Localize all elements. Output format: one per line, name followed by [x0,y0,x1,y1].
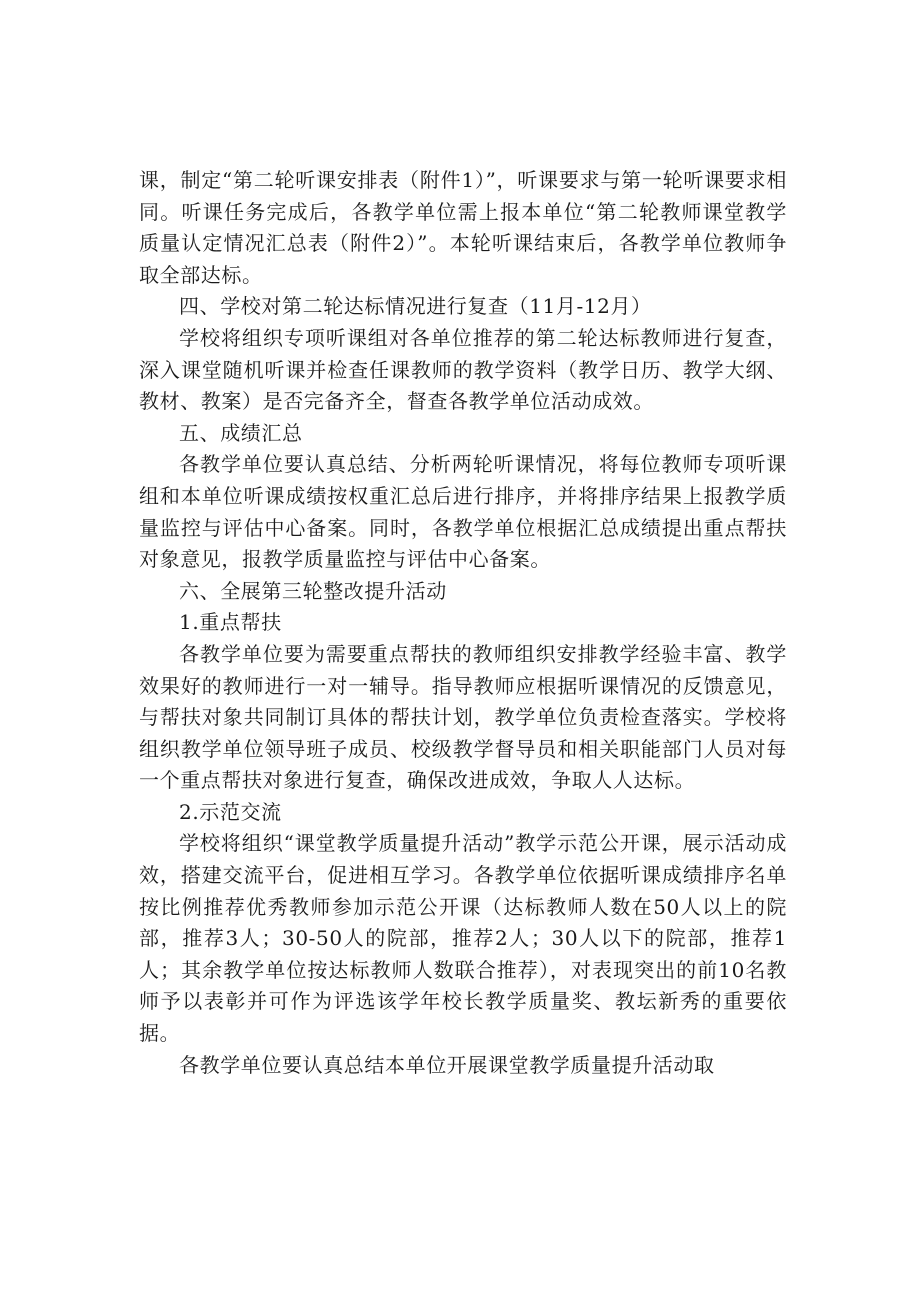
section-heading-5: 五、成绩汇总 [179,420,303,445]
section-heading-6: 六、全展第三轮整改提升活动 [179,578,447,603]
paragraph-closing: 各教学单位要认真总结本单位开展课堂教学质量提升活动取 [179,1052,715,1077]
document-body [139,165,787,1081]
paragraph-demonstration: 学校将组织“课堂教学质量提升活动”教学示范公开课，展示活动成效，搭建交流平台，促进相互学习。各教学单位依据听课成绩排序名单按比例推荐优秀教师参加示范公开课（达标教师人数在50人以上的院部，推荐3人；30-50人的院部，推荐2人；30人以下的院部，推荐1人；其余教学单位按达标教师人数联合推荐），对表现突出的前10名教师予以表彰并可作为评选该学年校长教学质量奖、教坛新秀的重要依据。 [139,831,787,1046]
section-heading-4: 四、学校对第二轮达标情况进行复查（11月-12月） [179,294,652,319]
subsection-heading-key-support: 1.重点帮扶 [179,610,282,635]
paragraph-continuation: 课，制定“第二轮听课安排表（附件1）”，听课要求与第一轮听课要求相同。听课任务完成后，各教学单位需上报本单位“第二轮教师课堂教学质量认定情况汇总表（附件2）”。本轮听课结束后，各教学单位教师争取全部达标。 [139,168,787,287]
paragraph-key-support: 各教学单位要为需要重点帮扶的教师组织安排教学经验丰富、教学效果好的教师进行一对一辅导。指导教师应根据听课情况的反馈意见，与帮扶对象共同制订具体的帮扶计划，教学单位负责检查落实。学校将组织教学单位领导班子成员、校级教学督导员和相关职能部门人员对每一个重点帮扶对象进行复查，确保改进成效，争取人人达标。 [139,641,787,793]
paragraph-summary: 各教学单位要认真总结、分析两轮听课情况，将每位教师专项听课组和本单位听课成绩按权重汇总后进行排序，并将排序结果上报教学质量监控与评估中心备案。同时，各教学单位根据汇总成绩提出重点帮扶对象意见，报教学质量监控与评估中心备案。 [139,452,787,572]
subsection-heading-demonstration: 2.示范交流 [179,799,282,824]
paragraph-review: 学校将组织专项听课组对各单位推荐的第二轮达标教师进行复查，深入课堂随机听课并检查任课教师的教学资料（教学日历、教学大纲、教材、教案）是否完备齐全，督查各教学单位活动成效。 [139,325,787,414]
